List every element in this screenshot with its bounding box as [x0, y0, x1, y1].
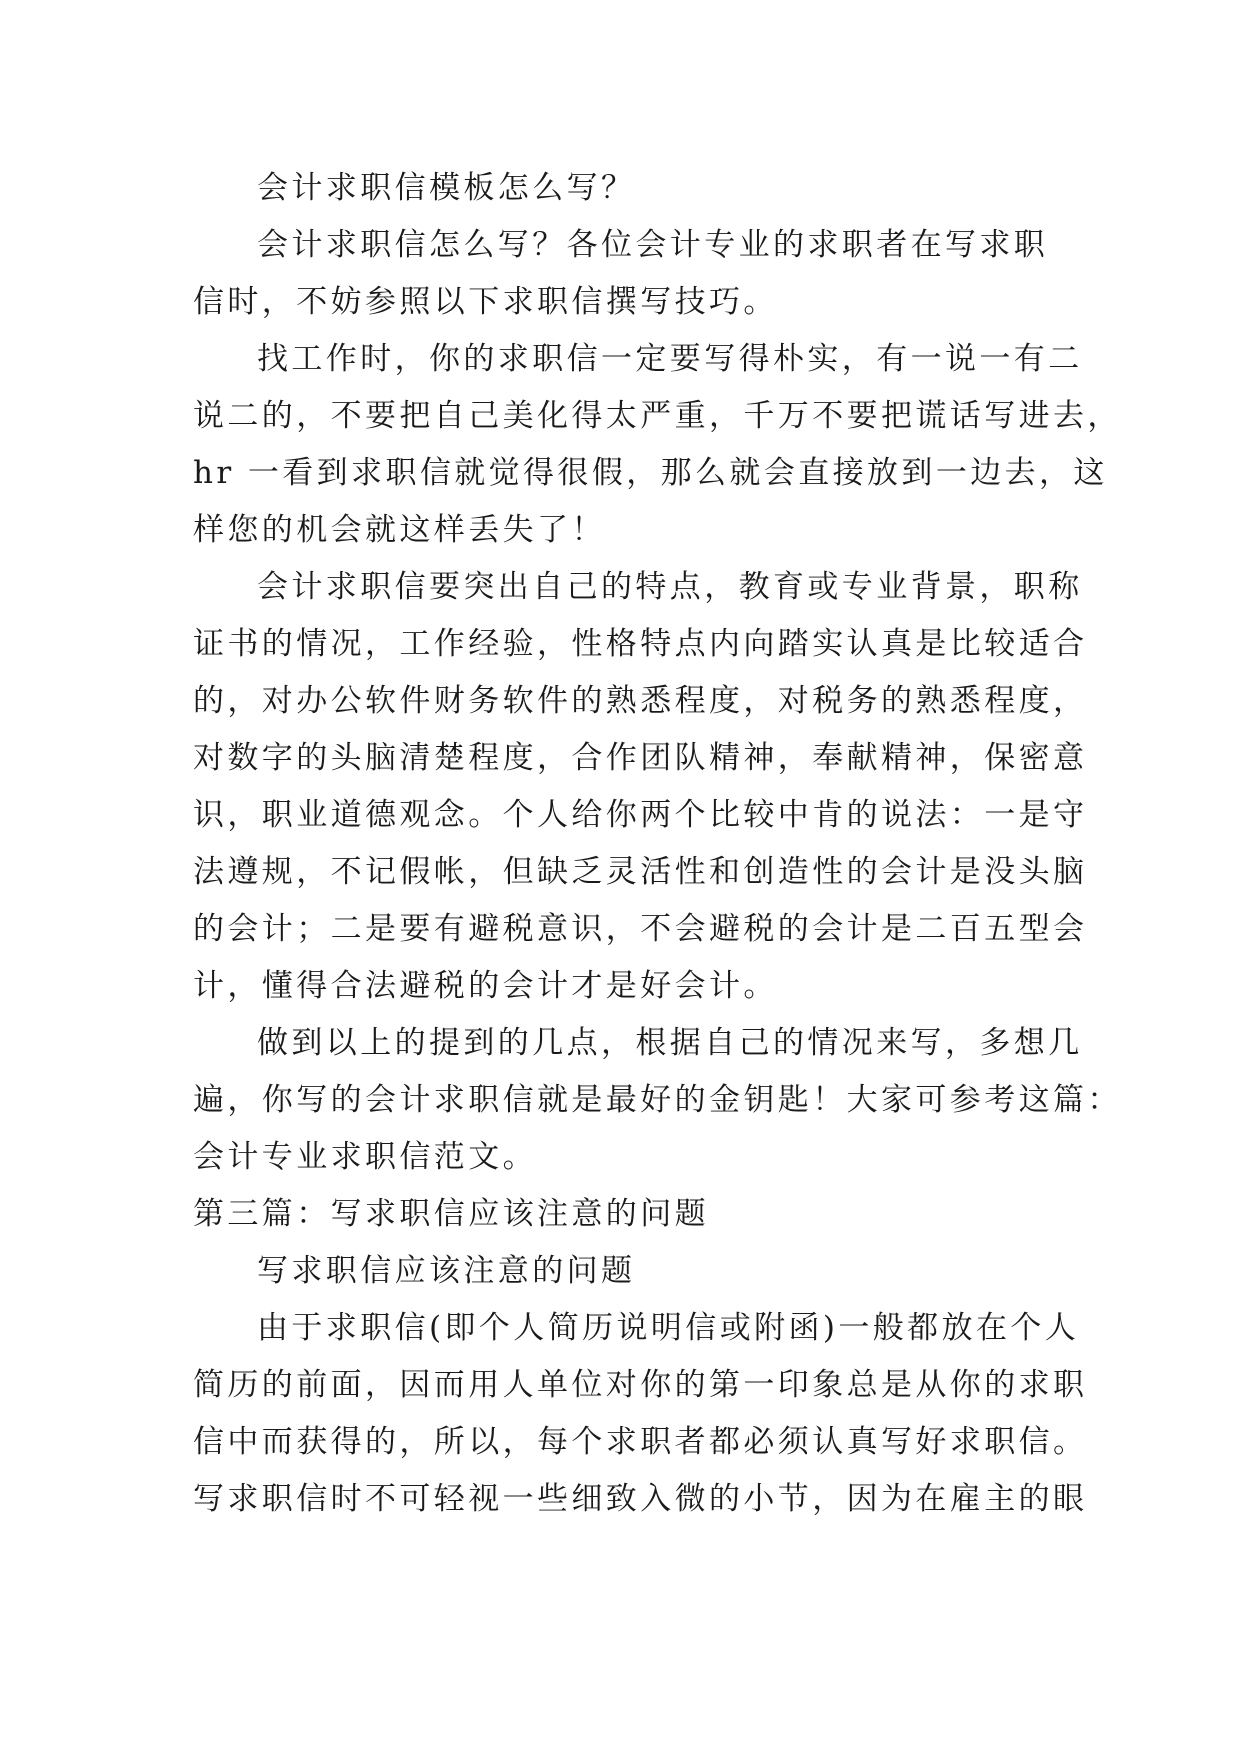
paragraph-2 [193, 331, 1122, 559]
paragraph-line: 会计求职信怎么写？各位会计专业的求职者在写求职 [257, 227, 1049, 263]
paragraph-line: 对数字的头脑清楚程度，合作团队精神，奉献精神，保密意 [193, 740, 1088, 776]
paragraph-line: 会计专业求职信范文。 [193, 1139, 537, 1175]
paragraph-1 [193, 217, 1063, 331]
paragraph-line: 法遵规，不记假帐，但缺乏灵活性和创造性的会计是没头脑 [193, 854, 1088, 890]
section-heading [193, 1186, 1063, 1243]
paragraph-line: 计，懂得合法避税的会计才是好会计。 [193, 968, 778, 1004]
section-title [193, 1243, 1063, 1300]
doc-title [193, 160, 1063, 217]
paragraph-line: 信时，不妨参照以下求职信撰写技巧。 [193, 284, 778, 320]
section-heading-text: 第三篇：写求职信应该注意的问题 [193, 1196, 709, 1232]
paragraph-line: 找工作时，你的求职信一定要写得朴实，有一说一有二 [257, 341, 1083, 377]
document-page [193, 160, 1122, 1528]
paragraph-line: 的，对办公软件财务软件的熟悉程度，对税务的熟悉程度， [193, 683, 1088, 719]
section-title-text: 写求职信应该注意的问题 [257, 1253, 636, 1289]
paragraph-4 [193, 1015, 1122, 1186]
paragraph-line: hr 一看到求职信就觉得很假，那么就会直接放到一边去，这 [193, 455, 1108, 491]
paragraph-line: 样您的机会就这样丢失了！ [193, 512, 606, 548]
paragraph-line: 简历的前面，因而用人单位对你的第一印象总是从你的求职 [193, 1367, 1088, 1403]
paragraph-line: 写求职信时不可轻视一些细致入微的小节，因为在雇主的眼 [193, 1481, 1088, 1517]
paragraph-line: 会计求职信要突出自己的特点，教育或专业背景，职称 [257, 569, 1083, 605]
paragraph-line: 做到以上的提到的几点，根据自己的情况来写，多想几 [257, 1025, 1083, 1061]
doc-title-text: 会计求职信模板怎么写？ [257, 170, 636, 206]
paragraph-line: 说二的，不要把自己美化得太严重，千万不要把谎话写进去， [193, 398, 1122, 434]
paragraph-line: 由于求职信(即个人简历说明信或附函)一般都放在个人 [257, 1310, 1080, 1346]
paragraph-line: 的会计；二是要有避税意识，不会避税的会计是二百五型会 [193, 911, 1088, 947]
paragraph-3 [193, 559, 1088, 1015]
section-paragraph-1 [193, 1300, 1088, 1528]
paragraph-line: 遍，你写的会计求职信就是最好的金钥匙！大家可参考这篇： [193, 1082, 1122, 1118]
paragraph-line: 证书的情况，工作经验，性格特点内向踏实认真是比较适合 [193, 626, 1088, 662]
paragraph-line: 信中而获得的，所以，每个求职者都必须认真写好求职信。 [193, 1424, 1088, 1460]
paragraph-line: 识，职业道德观念。个人给你两个比较中肯的说法：一是守 [193, 797, 1088, 833]
